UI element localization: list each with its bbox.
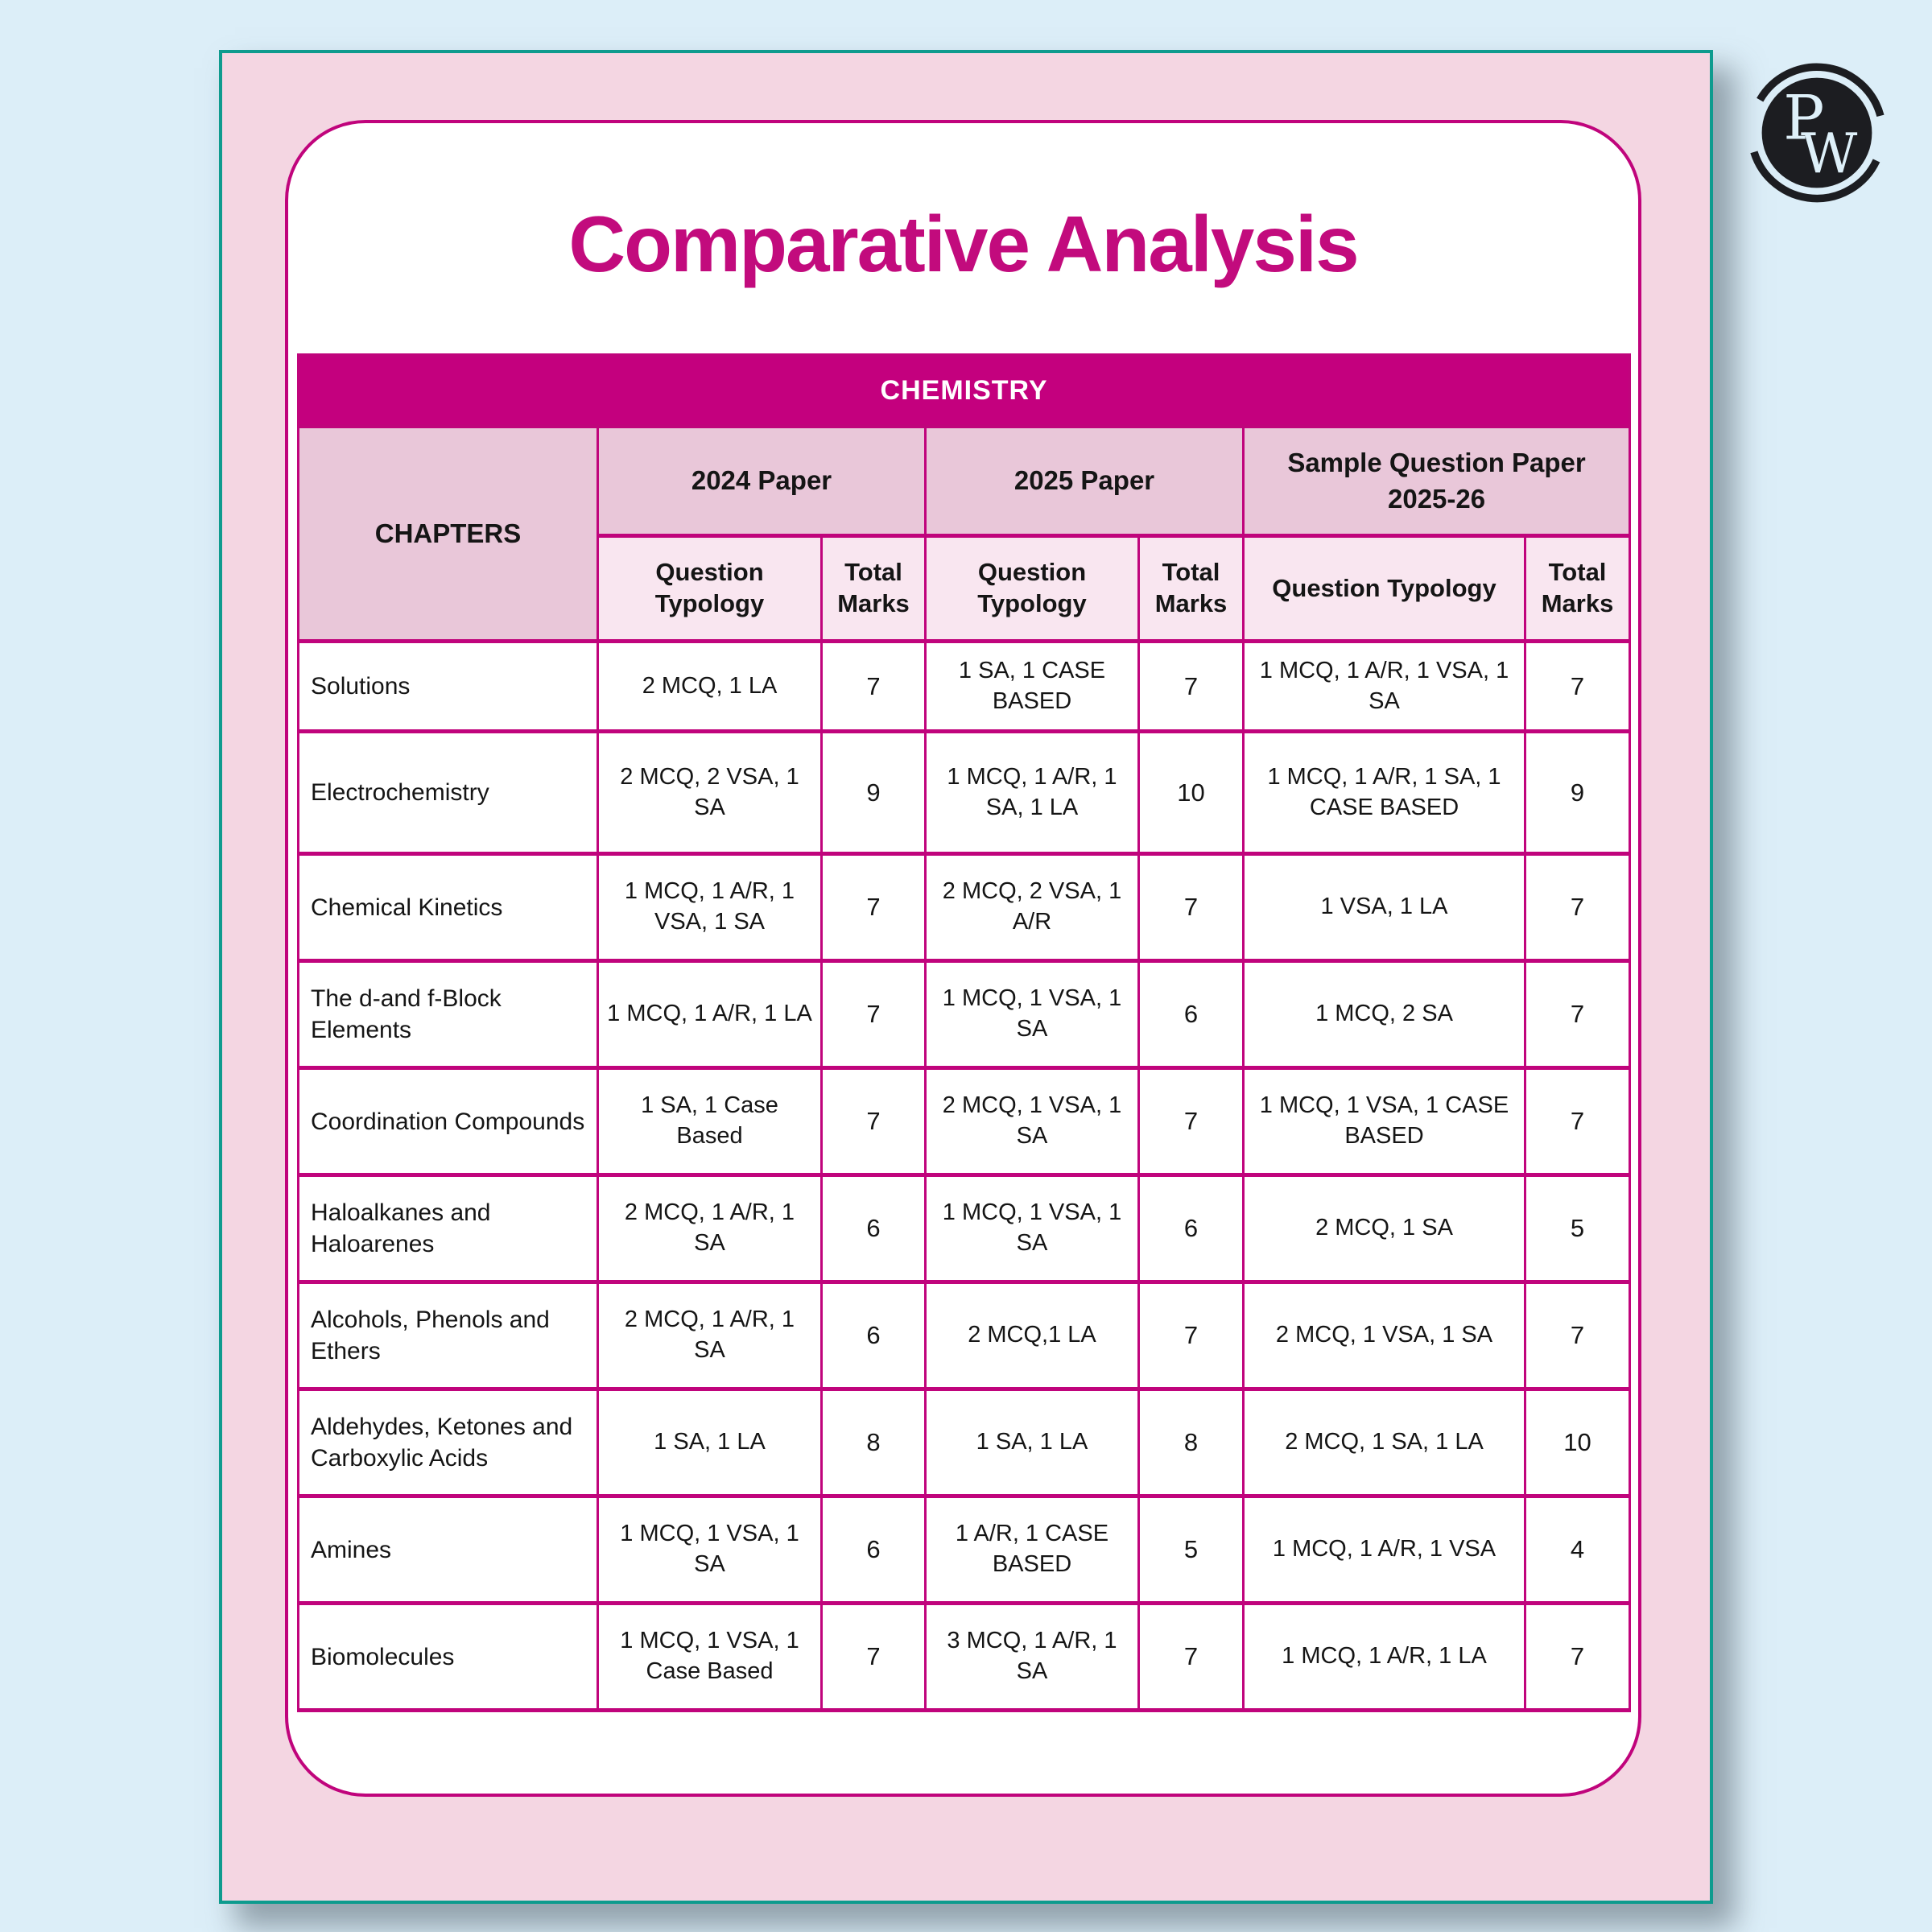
chapter-name-cell: Haloalkanes and Haloarenes (299, 1175, 598, 1282)
table-wrapper (297, 353, 1631, 1712)
subject-banner: CHEMISTRY (299, 356, 1630, 427)
marks-2024-cell: 6 (822, 1282, 926, 1389)
typology-sqp-cell: 1 VSA, 1 LA (1244, 854, 1525, 961)
marks-sqp-cell: 5 (1525, 1175, 1630, 1282)
chapter-name-cell: Biomolecules (299, 1604, 598, 1711)
chapter-name-cell: Coordination Compounds (299, 1068, 598, 1175)
marks-sqp-cell: 7 (1525, 1068, 1630, 1175)
marks-2025-cell: 7 (1139, 1068, 1244, 1175)
marks-2024-cell: 7 (822, 961, 926, 1068)
marks-2025-cell: 10 (1139, 732, 1244, 854)
typology-2025-cell: 2 MCQ,1 LA (926, 1282, 1139, 1389)
table-row (299, 1604, 1630, 1711)
typology-header-2025: Question Typology (926, 536, 1139, 642)
table-row (299, 1068, 1630, 1175)
typology-2024-cell: 2 MCQ, 2 VSA, 1 SA (598, 732, 822, 854)
chapter-name-cell: Chemical Kinetics (299, 854, 598, 961)
typology-2024-cell: 1 SA, 1 LA (598, 1389, 822, 1496)
typology-2024-cell: 2 MCQ, 1 A/R, 1 SA (598, 1175, 822, 1282)
table-body (299, 642, 1630, 1711)
marks-header-2025: Total Marks (1139, 536, 1244, 642)
typology-2024-cell: 1 SA, 1 Case Based (598, 1068, 822, 1175)
group-header-sqp: Sample Question Paper 2025-26 (1244, 427, 1630, 536)
typology-2025-cell: 1 MCQ, 1 VSA, 1 SA (926, 961, 1139, 1068)
marks-sqp-cell: 7 (1525, 961, 1630, 1068)
marks-2025-cell: 7 (1139, 1282, 1244, 1389)
marks-sqp-cell: 9 (1525, 732, 1630, 854)
marks-2025-cell: 6 (1139, 1175, 1244, 1282)
group-header-2024: 2024 Paper (598, 427, 926, 536)
marks-header-sqp: Total Marks (1525, 536, 1630, 642)
typology-2025-cell: 1 A/R, 1 CASE BASED (926, 1496, 1139, 1604)
typology-2024-cell: 1 MCQ, 1 A/R, 1 LA (598, 961, 822, 1068)
comparative-analysis-table (297, 353, 1631, 1712)
marks-2024-cell: 6 (822, 1496, 926, 1604)
typology-sqp-cell: 1 MCQ, 2 SA (1244, 961, 1525, 1068)
typology-sqp-cell: 1 MCQ, 1 VSA, 1 CASE BASED (1244, 1068, 1525, 1175)
marks-2025-cell: 5 (1139, 1496, 1244, 1604)
marks-2024-cell: 7 (822, 642, 926, 732)
chapter-name-cell: Electrochemistry (299, 732, 598, 854)
typology-2025-cell: 1 SA, 1 CASE BASED (926, 642, 1139, 732)
table-row (299, 642, 1630, 732)
typology-2024-cell: 2 MCQ, 1 LA (598, 642, 822, 732)
typology-sqp-cell: 1 MCQ, 1 A/R, 1 VSA (1244, 1496, 1525, 1604)
marks-header-2024: Total Marks (822, 536, 926, 642)
marks-2024-cell: 6 (822, 1175, 926, 1282)
typology-2025-cell: 1 SA, 1 LA (926, 1389, 1139, 1496)
chapter-name-cell: Aldehydes, Ketones and Carboxylic Acids (299, 1389, 598, 1496)
chapter-name-cell: Solutions (299, 642, 598, 732)
marks-sqp-cell: 7 (1525, 1282, 1630, 1389)
typology-2025-cell: 1 MCQ, 1 VSA, 1 SA (926, 1175, 1139, 1282)
table-row (299, 732, 1630, 854)
typology-header-2024: Question Typology (598, 536, 822, 642)
marks-2024-cell: 7 (822, 1604, 926, 1711)
chapters-header: CHAPTERS (299, 427, 598, 642)
typology-sqp-cell: 1 MCQ, 1 A/R, 1 SA, 1 CASE BASED (1244, 732, 1525, 854)
marks-2024-cell: 9 (822, 732, 926, 854)
chapter-name-cell: Alcohols, Phenols and Ethers (299, 1282, 598, 1389)
marks-2025-cell: 6 (1139, 961, 1244, 1068)
pw-logo (1740, 56, 1893, 209)
pink-panel (219, 50, 1713, 1904)
logo-letter-p: P (1783, 81, 1825, 154)
marks-2025-cell: 7 (1139, 642, 1244, 732)
typology-2025-cell: 2 MCQ, 1 VSA, 1 SA (926, 1068, 1139, 1175)
typology-header-sqp: Question Typology (1244, 536, 1525, 642)
typology-sqp-cell: 1 MCQ, 1 A/R, 1 LA (1244, 1604, 1525, 1711)
table-row (299, 1389, 1630, 1496)
table-row (299, 961, 1630, 1068)
typology-2025-cell: 3 MCQ, 1 A/R, 1 SA (926, 1604, 1139, 1711)
typology-sqp-cell: 2 MCQ, 1 SA, 1 LA (1244, 1389, 1525, 1496)
marks-sqp-cell: 7 (1525, 642, 1630, 732)
table-row (299, 854, 1630, 961)
table-row (299, 1175, 1630, 1282)
marks-2024-cell: 7 (822, 1068, 926, 1175)
marks-2024-cell: 8 (822, 1389, 926, 1496)
typology-2025-cell: 2 MCQ, 2 VSA, 1 A/R (926, 854, 1139, 961)
chapter-name-cell: The d-and f-Block Elements (299, 961, 598, 1068)
table-row (299, 1496, 1630, 1604)
marks-sqp-cell: 4 (1525, 1496, 1630, 1604)
chapter-name-cell: Amines (299, 1496, 598, 1604)
group-header-2025: 2025 Paper (926, 427, 1244, 536)
marks-sqp-cell: 7 (1525, 854, 1630, 961)
table-row (299, 1282, 1630, 1389)
marks-2025-cell: 7 (1139, 1604, 1244, 1711)
typology-sqp-cell: 2 MCQ, 1 VSA, 1 SA (1244, 1282, 1525, 1389)
group-header-row (299, 427, 1630, 536)
marks-2024-cell: 7 (822, 854, 926, 961)
marks-2025-cell: 8 (1139, 1389, 1244, 1496)
typology-2024-cell: 1 MCQ, 1 VSA, 1 Case Based (598, 1604, 822, 1711)
typology-sqp-cell: 2 MCQ, 1 SA (1244, 1175, 1525, 1282)
typology-2025-cell: 1 MCQ, 1 A/R, 1 SA, 1 LA (926, 732, 1139, 854)
marks-sqp-cell: 10 (1525, 1389, 1630, 1496)
typology-2024-cell: 1 MCQ, 1 A/R, 1 VSA, 1 SA (598, 854, 822, 961)
subject-banner-row (299, 356, 1630, 427)
typology-2024-cell: 2 MCQ, 1 A/R, 1 SA (598, 1282, 822, 1389)
logo-letter-w: W (1801, 122, 1858, 187)
page-title: Comparative Analysis (568, 200, 1358, 288)
typology-sqp-cell: 1 MCQ, 1 A/R, 1 VSA, 1 SA (1244, 642, 1525, 732)
typology-2024-cell: 1 MCQ, 1 VSA, 1 SA (598, 1496, 822, 1604)
content-card (285, 120, 1641, 1797)
marks-2025-cell: 7 (1139, 854, 1244, 961)
marks-sqp-cell: 7 (1525, 1604, 1630, 1711)
